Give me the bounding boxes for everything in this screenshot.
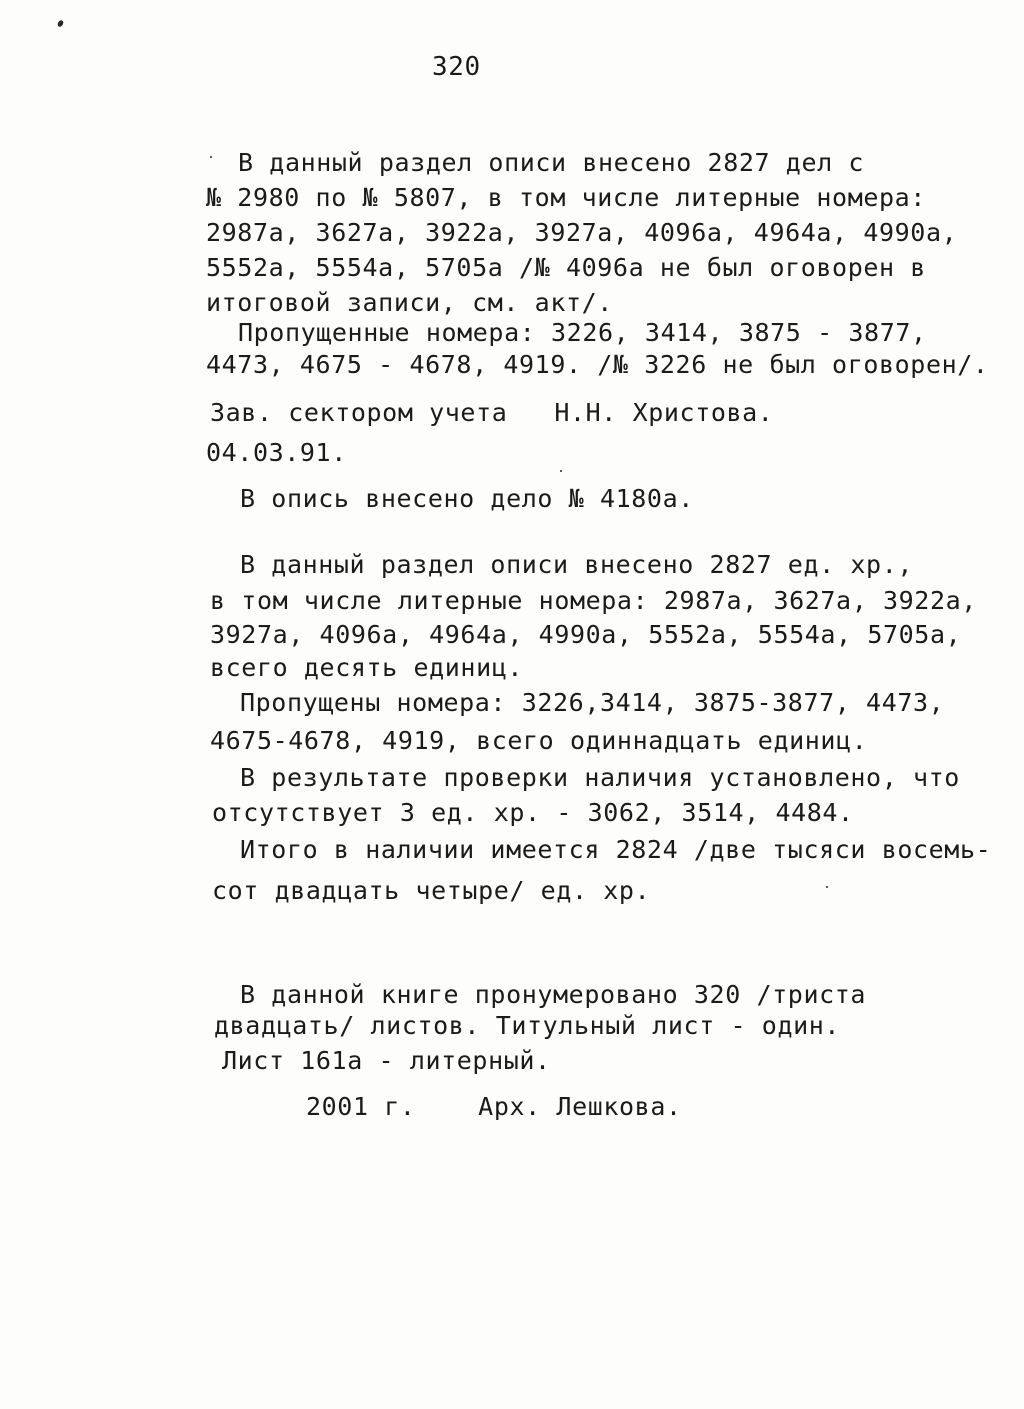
text-line: 3927а, 4096а, 4964а, 4990а, 5552а, 5554а, 5705а, <box>210 620 962 649</box>
text-line: В данный раздел описи внесено 2827 ед. хр., <box>240 550 914 579</box>
text-line: В данной книге пронумеровано 320 /триста <box>240 980 867 1009</box>
text-line: В данный раздел описи внесено 2827 дел с <box>238 148 865 177</box>
signature-line: 2001 г. Арх. Лешкова. <box>306 1092 682 1121</box>
text-line: Лист 161а - литерный. <box>222 1046 551 1075</box>
scan-speck <box>826 886 828 888</box>
text-line: Пропущенные номера: 3226, 3414, 3875 - 3877, <box>238 318 927 347</box>
text-line: № 2980 по № 5807, в том числе литерные номера: <box>206 183 926 212</box>
text-line: 5552а, 5554а, 5705а /№ 4096а не был оговорен в <box>206 253 926 282</box>
text-line: двадцать/ листов. Титульный лист - один. <box>214 1011 841 1040</box>
text-line: Пропущены номера: 3226,3414, 3875-3877, 4473, <box>240 688 945 717</box>
text-line: 4473, 4675 - 4678, 4919. /№ 3226 не был оговорен/. <box>206 350 989 379</box>
signature-line: Зав. сектором учета Н.Н. Христова. <box>210 398 774 427</box>
text-line: 4675-4678, 4919, всего одиннадцать единиц. <box>210 726 868 755</box>
text-line: В результате проверки наличия установлено, что <box>240 763 960 792</box>
signature-date: 04.03.91. <box>206 438 347 467</box>
text-line: В опись внесено дело № 4180а. <box>240 484 694 513</box>
scan-speck <box>560 470 562 472</box>
text-line: отсутствует 3 ед. хр. - 3062, 3514, 4484. <box>212 798 854 827</box>
text-line: итоговой записи, см. акт/. <box>206 288 613 317</box>
text-line: в том числе литерные номера: 2987а, 3627а, 3922а, <box>210 586 977 615</box>
text-line: сот двадцать четыре/ ед. хр. <box>212 876 651 905</box>
scan-speck <box>210 156 212 158</box>
text-line: 2987а, 3627а, 3922а, 3927а, 4096а, 4964а, 4990а, <box>206 218 958 247</box>
text-line: всего десять единиц. <box>210 653 524 682</box>
text-line: Итого в наличии имеется 2824 /две тысяси восемь- <box>240 835 992 864</box>
scan-speck <box>57 19 65 28</box>
page-number: 320 <box>432 52 481 82</box>
